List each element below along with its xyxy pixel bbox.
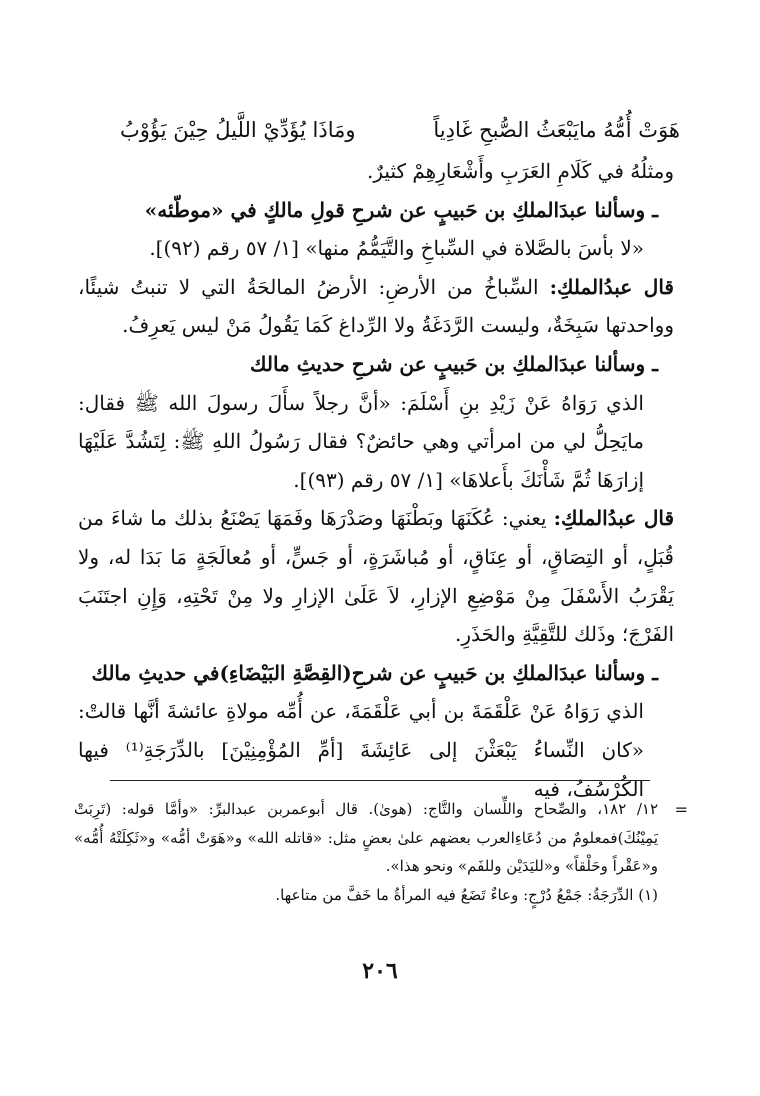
commentary-text: السِّباخُ من الأرضِ: الأرضُ المالحَةُ التي لا تنبتُ شيئًا، وواحدتها سَبِخَةٌ، وليست الرَّدَغَةُ ولا الرِّداغ كَمَا يَقُولُ مَنْ ليس يَعرِفُ. <box>78 274 674 338</box>
page-number: ٢٠٦ <box>362 958 398 984</box>
poetry-verse <box>120 112 680 148</box>
question-heading: ـ وسألنا عبدَالملكِ بن حَبيبٍ عن شرحِ حديثِ مالك <box>250 351 658 376</box>
footnote-continuation: ١٢/ ١٨٢، والصِّحاح واللِّسان والتَّاج: (هوىٰ). قال أبوعمربن عبدالبرِّ: «وأمَّا قوله: (تَرِبَتْ يَمِيْنُكَ)فمعلومٌ من دُعَاءِالعرب بعضهم علىٰ بعضٍ مثل: «قاتله الله» و«هَوَتْ أمُّه» و«ثَكِلَتْهُ أُمُّه» و«عَقْراً وحَلْقاً» و«لليَدَيْن وللفَم» ونحو هذا». <box>74 800 659 875</box>
footnote-1-number: (١) <box>638 885 658 904</box>
question-heading: ـ وسألنا عبدَالملكِ بن حَبيبٍ عن شرحِ قولِ مالكٍ في «موطّئه» <box>144 197 658 222</box>
quoted-hadith: الذي رَوَاهُ عَنْ زَيْدِ بنِ أَسْلَمَ: «أنَّ رجلاً سأَلَ رسولَ الله ﷺ فقال: مايَحِلُّ لي من امرأتي وهي حائضٌ؟ فقال رَسُولُ اللهِ ﷺ: لِتَشُدَّ عَلَيْهَا إزارَهَا ثُمَّ شَأْنَكَ بأَعلاهَا» [١/ ٥٧ رقم (٩٣)]. <box>78 390 644 492</box>
question-heading: ـ وسألنا عبدَالملكِ بن حَبيبٍ عن شرحِ(القِصَّةِ البَيْضَاءِ)في حديثِ مالك <box>91 660 658 685</box>
paragraph-plain: ومثلُهُ في كَلَامِ العَرَبِ وأَشْعَارِهِمْ كثيرٌ. <box>367 159 674 183</box>
footnotes <box>74 795 658 909</box>
footnote-1-text: الدِّرَجَةُ: جَمْعُ دُرْجٍ: وعاءٌ تَضَعُ فيه المرأةُ ما خَفَّ من متاعها. <box>275 885 634 904</box>
commentary-label: قال عبدُالملكِ: <box>549 274 674 299</box>
quoted-hadith: «لا بأسَ بالصَّلاة في السِّباخِ والتَّيَمُّمُ منها» [١/ ٥٧ رقم (٩٢)]. <box>149 236 644 261</box>
footnote-1 <box>74 881 658 910</box>
footnote-separator <box>110 780 650 781</box>
main-text <box>78 152 674 808</box>
commentary-text: يعني: عُكَنَهَا وبَطْنَهَا وصَدْرَهَا وفَمَهَا يَصْنَعُ بذلك ما شاءَ من قُبَلٍ، أو التِصَاقٍ، أو عِنَاقٍ، أو مُباشَرَةٍ، أو جَسٍّ، أو مُعالَجَةٍ مَا بَدَا له، ولا يَقْرَبُ الأَسْفَلَ مِنْ مَوْضِعِ الإزارِ، لاَ عَلَىٰ الإزارِ ولا مِنْ تَحْتِهِ، وَإِنِ اجتَنَبَ الفَرْجَ؛ وذَلك للتَّقِيَّةِ والحَذَرِ. <box>78 506 674 647</box>
verse-first-hemistich: هَوَتْ أُمُّهُ مايَبْعَثُ الصُّبحِ غَادِياً <box>433 118 680 142</box>
footnote-continuation-marker: = <box>674 800 688 819</box>
commentary-paragraph <box>78 499 674 653</box>
commentary-label: قال عبدُالملكِ: <box>553 506 675 531</box>
commentary-paragraph <box>78 268 674 345</box>
verse-second-hemistich: ومَاذَا يُؤَدِّيْ اللَّيلُ حِيْنَ يَؤُوْبُ <box>120 118 356 142</box>
quoted-hadith: الذي رَوَاهُ عَنْ عَلْقَمَةَ بن أبي عَلْقَمَةَ، عن أُمِّه مولاةِ عائشةَ أنَّها قالتْ: «كان النِّساءُ يَبْعَثْنَ إلى عَائِشَةَ [أمِّ المُؤْمِنِيْنَ] بالدِّرَجَةِ⁽¹⁾ فيها الكُرْسُفُ، فيه <box>78 699 645 801</box>
